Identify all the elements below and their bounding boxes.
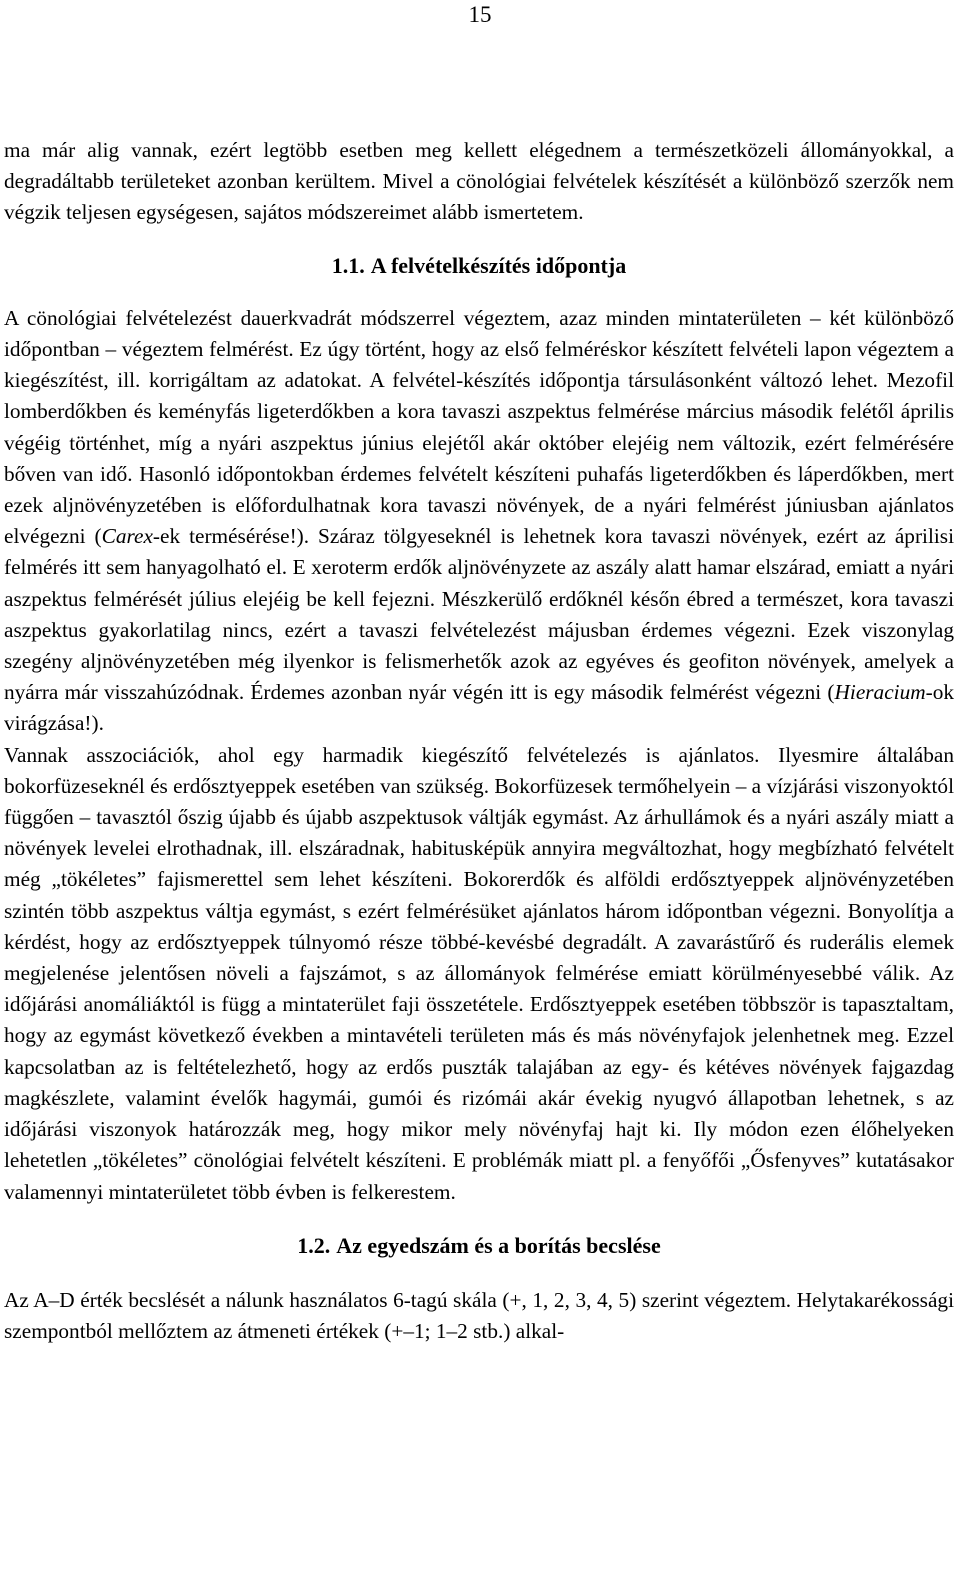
section-heading-1-1 [4, 229, 954, 303]
body-paragraph-2: Vannak asszociációk, ahol egy harmadik kiegészítő felvételezés is ajánlatos. Ilyesmire általában bokorfüzeseknél és erdősztyeppek esetében van szükség. Bokorfüzesek termőhelyein – a vízjárási viszonyoktól függően – tavasztól őszig újabb és újabb aszpektusok váltják egymást. Az árhullámok és a nyári aszály miatt a növények levelei elrothadnak, ill. elszáradnak, habitusképük annyira megváltozhat, hogy megbízható felvételt még „tökéletes” fajismerettel sem lehet készíteni. Bokorerdők és alföldi erdősztyeppek aljnövényzetében szintén több aszpektus váltja egymást, s ezért felmérésüket ajánlatos három időpontban végezni. Bonyolítja a kérdést, hogy az erdősztyeppek túlnyomó része többé-kevésbé degradált. A zavarástűrő és ruderális elemek megjelenése jelentősen növeli a fajszámot, s az állományok felmérése emiatt körülményesebbé válik. Az időjárási anomáliáktól is függ a mintaterület faji összetétele. Erdősztyeppek esetében többször is tapasztaltam, hogy az egymást következő években a mintavételi területen más és más növényfajok jelenhetnek meg. Ezzel kapcsolatban az is feltételezhető, hogy az erdős puszták talajában az egy- és kétéves növények fajgazdag magkészlete, valamint évelők hagymái, gumói és rizómái akár évekig nyugvó állapotban lehetnek, s az időjárási viszonyok határozzák meg, hogy mikor mely növényfaj hajt ki. Ily módon ezen élőhelyeken lehetetlen „tökéletes” cönológiai felvételt készíteni. E problémák miatt pl. a fenyőfői „Ősfenyves” kutatásakor valamennyi mintaterületet több évben is felkerestem. [4, 742, 954, 1204]
page-number: 15 [468, 2, 492, 27]
section-title: A felvételkészítés időpontja [370, 252, 627, 278]
document-body [4, 135, 954, 1347]
intro-paragraph: ma már alig vannak, ezért legtöbb esetben meg kellett elégednem a természetközeli állományokkal, a degradáltabb területeket azonban kerültem. Mivel a cönológiai felvételek készítését a különböző szerzők nem végzik teljesen egységesen, sajátos módszereimet alább ismertetem. [4, 138, 954, 225]
taxon-name: Carex [101, 524, 153, 549]
section-number: 1.2. [297, 1232, 331, 1258]
section-number: 1.1. [331, 252, 365, 278]
body-paragraph-3: Az A–D érték becslését a nálunk használatos 6-tagú skála (+, 1, 2, 3, 4, 5) szerint végeztem. Helytakarékossági szempontból mellőztem az átmeneti értékek (+–1; 1–2 stb.) alkal- [4, 1287, 954, 1344]
section-title: Az egyedszám és a borítás becslése [336, 1232, 661, 1258]
section-heading-1-2 [4, 1208, 954, 1285]
text-run: -ok virágzása!). [4, 680, 954, 736]
text-run: -ek termésérése!). Száraz tölgyeseknél is lehetnek kora tavaszi növények, ezért az áprilisi felmérés itt sem hanyagolható el. E xeroterm erdők aljnövényzete az aszály alatt hamar elszárad, emiatt a nyári aszpektus felmérését július elejéig be kell fejezni. Mészkerülő erdőknél későn ébred a természet, kora tavaszi aszpektus gyakorlatilag nincs, ezért a tavaszi felvételezést májusban érdemes végezni. Ezek viszonylag szegény aljnövényzetében még ilyenkor is felismerhetők azok az egyéves és geofiton növények, amelyek a nyárra már visszahúzódnak. Érdemes azonban nyár végén itt is egy második felmérést végezni ( [4, 524, 954, 705]
taxon-name: Hieracium [834, 680, 926, 705]
text-run: A cönológiai felvételezést dauerkvadrát módszerrel végeztem, azaz minden mintaterületen – két különböző időpontban – végeztem felmérést. Ez úgy történt, hogy az első felméréskor készített felvételi lapon végeztem a kiegészítést, ill. korrigáltam az adatokat. A felvétel-készítés időpontja társulásonként változó lehet. Mezofil lomberdőkben és keményfás ligeterdőkben a kora tavaszi aszpektus felmérése március második felétől április végéig történhet, míg a nyári aszpektus június elejétől akár október elejéig nem változik, ezért felmérésére bőven van idő. Hasonló időpontokban érdemes felvételt készíteni puhafás ligeterdőkben és láperdőkben, mert ezek aljnövényzetében is előfordulhatnak kora tavaszi növények, de a nyári felmérést júniusban ajánlatos elvégezni ( [4, 305, 954, 549]
body-paragraph-1 [4, 303, 954, 740]
